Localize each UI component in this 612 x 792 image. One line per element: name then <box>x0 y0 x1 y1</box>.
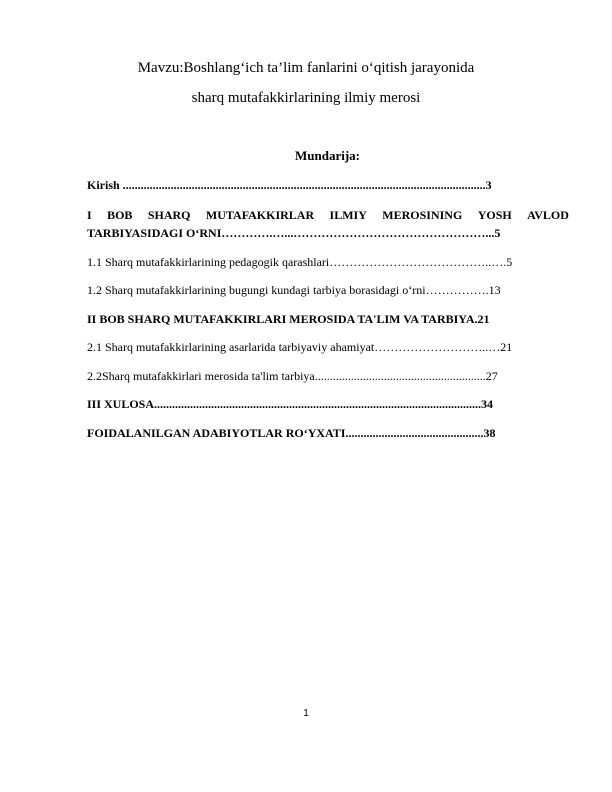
toc-entry-2-2[interactable]: 2.2Sharq mutafakkirlari merosida ta'lim tarbiya.........................................................27 <box>87 369 498 383</box>
toc-entry-chapter-1-line-2: TARBIYASIDAGI O‘RNI………….…...…………………………………………...5 <box>87 226 501 240</box>
toc-entry-1-1[interactable]: 1.1 Sharq mutafakkirlarining pedagogik qarashlari…………………………………..….5 <box>87 255 513 269</box>
toc-word: BOB <box>107 208 133 222</box>
toc-entry-chapter-2[interactable]: II BOB SHARQ MUTAFAKKIRLARI MEROSIDA TA'LIM VA TARBIYA.21 <box>87 312 490 326</box>
toc-entry-kirish[interactable]: Kirish .........................................................................................................................3 <box>87 178 492 192</box>
toc-entry-references[interactable]: FOIDALANILGAN ADABIYOTLAR RO‘YXATI..............................................38 <box>87 426 496 440</box>
toc-word: ILMIY <box>329 208 367 222</box>
toc-word: I <box>87 208 92 222</box>
toc-word: SHARQ <box>147 208 191 222</box>
toc-heading: Mundarija: <box>295 148 360 163</box>
toc-entry-conclusion[interactable]: III XULOSA.............................................................................................................34 <box>87 397 494 411</box>
toc-word: MEROSINING <box>382 208 463 222</box>
toc-word: YOSH <box>477 208 512 222</box>
toc-word: MUTAFAKKIRLAR <box>205 208 315 222</box>
document-title-line-2: sharq mutafakkirlarining ilmiy merosi <box>191 90 421 106</box>
toc-entry-2-1[interactable]: 2.1 Sharq mutafakkirlarining asarlarida tarbiyaviy ahamiyat………………………..…21 <box>87 340 513 354</box>
toc-word: AVLOD <box>527 208 569 222</box>
toc-entry-chapter-1[interactable] <box>87 208 569 241</box>
document-title-line-1: Mavzu:Boshlang‘ich ta’lim fanlarini o‘qitish jarayonida <box>137 60 475 76</box>
toc-entry-1-2[interactable]: 1.2 Sharq mutafakkirlarining bugungi kundagi tarbiya borasidagi o‘rni…………….13 <box>87 283 501 297</box>
toc-entry-chapter-1-line-1 <box>87 208 569 223</box>
page-number: 1 <box>303 708 309 719</box>
